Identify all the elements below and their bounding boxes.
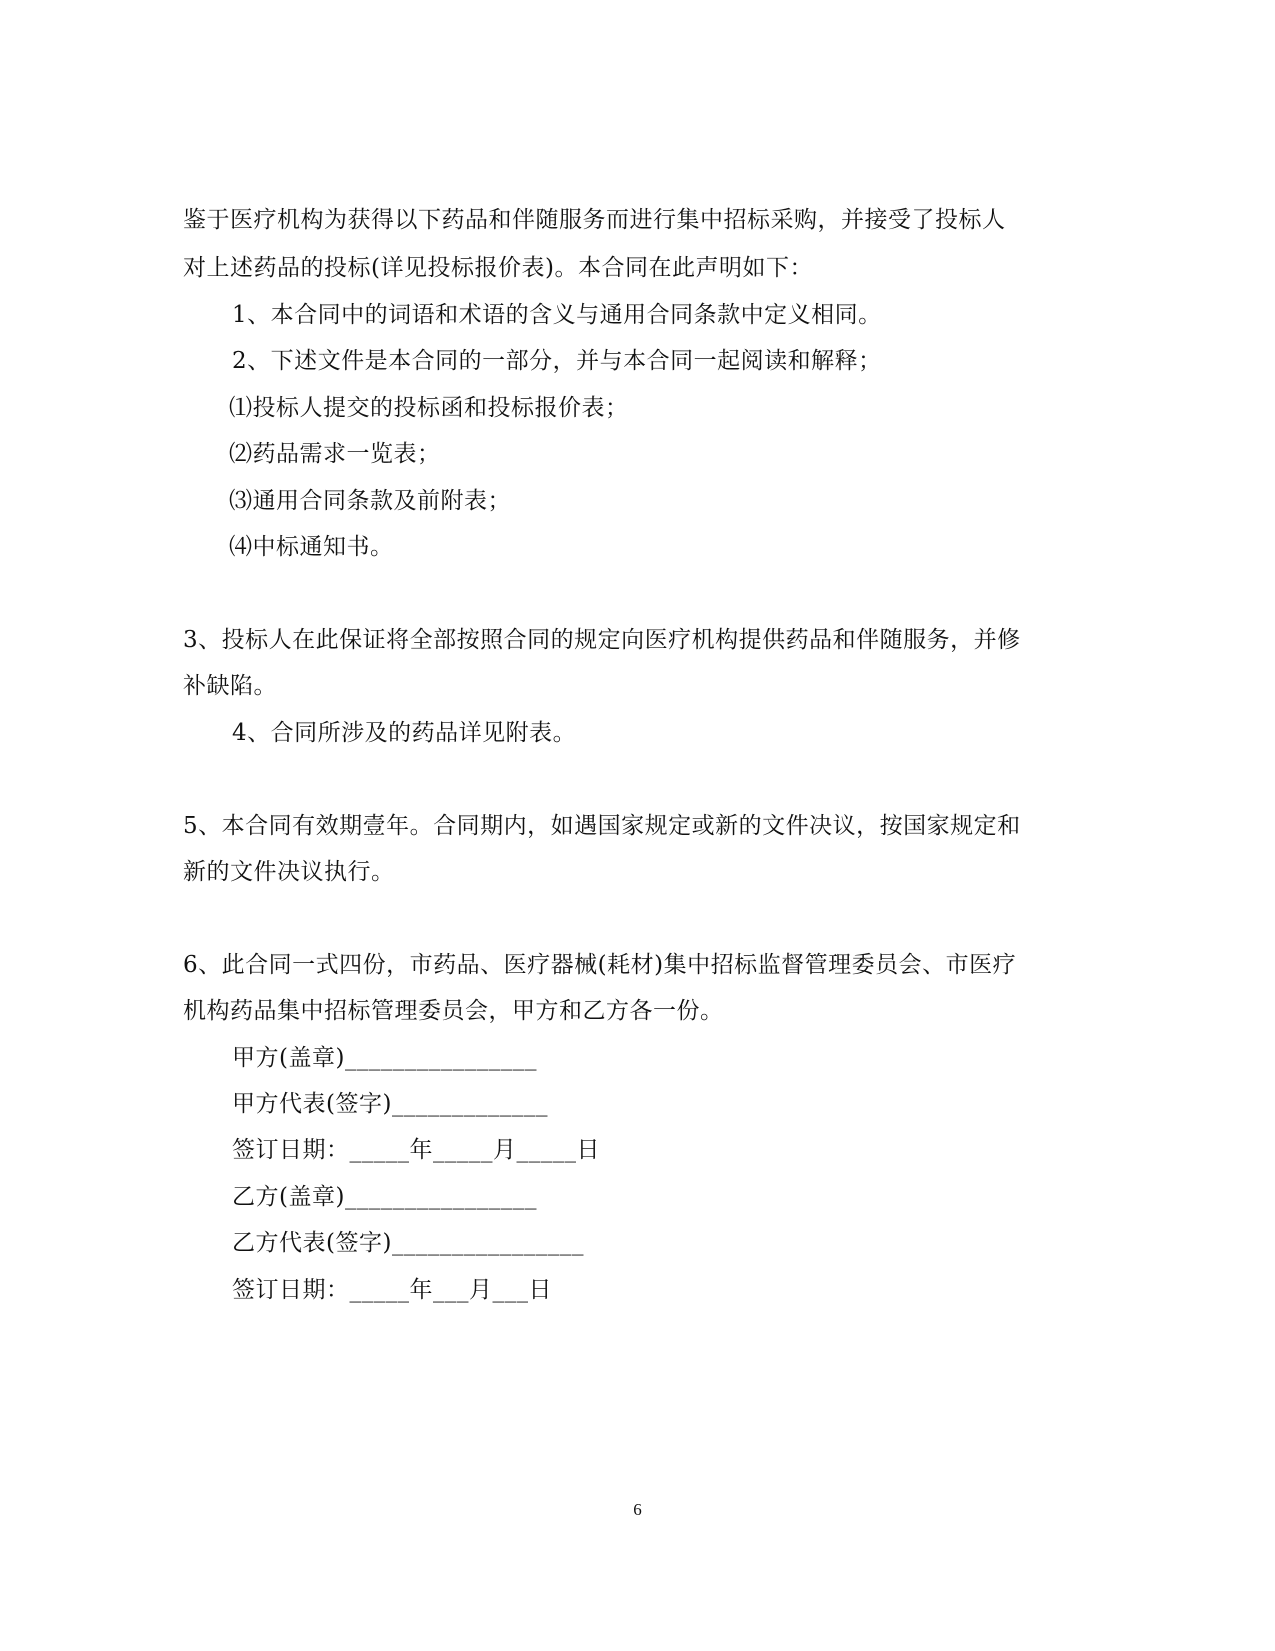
document-list-item-2: ⑵药品需求一览表； (229, 441, 441, 467)
clause-6-line-2: 机构药品集中招标管理委员会，甲方和乙方各一份。 (183, 998, 724, 1024)
party-b-representative-line: 乙方代表(签字)________________ (232, 1230, 584, 1256)
party-b-seal-line: 乙方(盖章)________________ (232, 1184, 537, 1210)
clause-3-line-1: 3、投标人在此保证将全部按照合同的规定向医疗机构提供药品和伴随服务，并修 (183, 627, 1021, 653)
party-b-signing-date: 签订日期：_____年___月___日 (232, 1277, 552, 1303)
intro-paragraph-line-1: 鉴于医疗机构为获得以下药品和伴随服务而进行集中招标采购，并接受了投标人 (183, 207, 1006, 233)
party-a-representative-line: 甲方代表(签字)_____________ (232, 1091, 548, 1117)
clause-2: 2、下述文件是本合同的一部分，并与本合同一起阅读和解释； (232, 348, 882, 374)
intro-paragraph-line-2: 对上述药品的投标(详见投标报价表)。本合同在此声明如下： (183, 255, 813, 281)
document-list-item-4: ⑷中标通知书。 (229, 534, 394, 560)
clause-5-line-2: 新的文件决议执行。 (183, 859, 395, 885)
party-a-seal-line: 甲方(盖章)________________ (232, 1045, 537, 1071)
document-list-item-3: ⑶通用合同条款及前附表； (229, 488, 511, 514)
clause-4: 4、合同所涉及的药品详见附表。 (232, 720, 577, 746)
party-a-signing-date: 签订日期：_____年_____月_____日 (232, 1137, 600, 1163)
clause-3-line-2: 补缺陷。 (183, 673, 277, 699)
clause-1: 1、本合同中的词语和术语的含义与通用合同条款中定义相同。 (232, 302, 882, 328)
document-list-item-1: ⑴投标人提交的投标函和投标报价表； (229, 395, 629, 421)
clause-5-line-1: 5、本合同有效期壹年。合同期内，如遇国家规定或新的文件决议，按国家规定和 (183, 813, 1021, 839)
page-number: 6 (633, 1500, 642, 1519)
clause-6-line-1: 6、此合同一式四份，市药品、医疗器械(耗材)集中招标监督管理委员会、市医疗 (183, 952, 1017, 978)
